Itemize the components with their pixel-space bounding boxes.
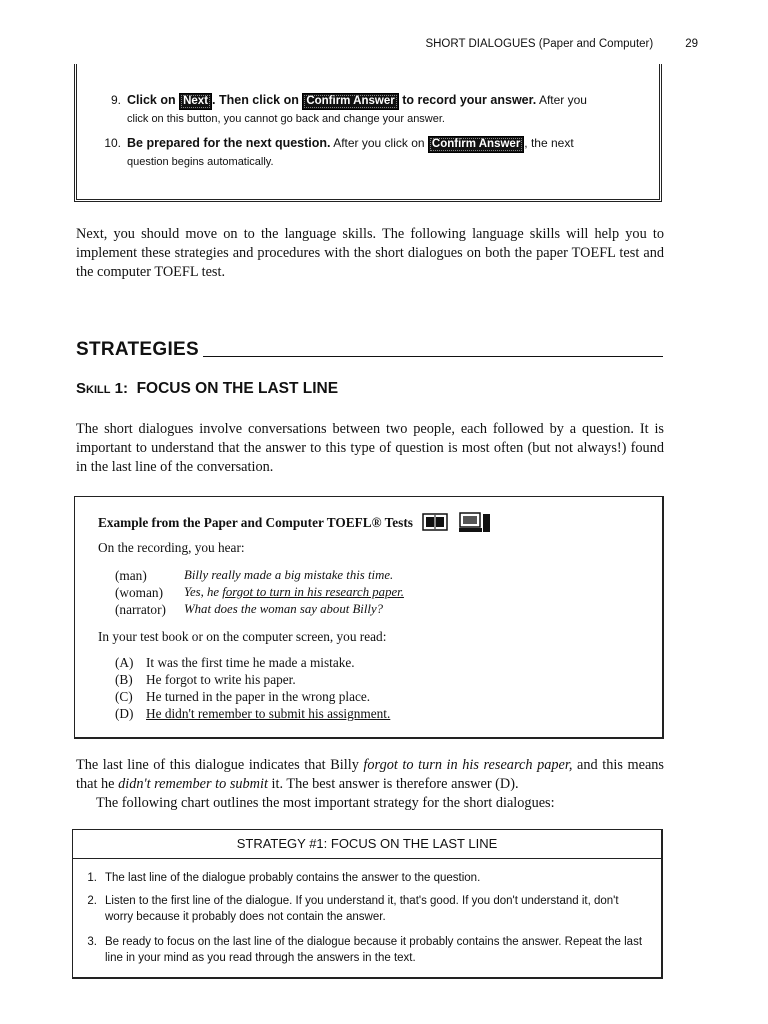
read-intro: In your test book or on the computer screen, you read: (98, 629, 387, 644)
skill-title: FOCUS ON THE LAST LINE (136, 380, 339, 397)
option-text: He forgot to write his paper. (146, 672, 296, 687)
explanation-italic: forgot to turn in his research paper, (363, 757, 573, 773)
running-head (425, 38, 698, 50)
strategy-box (72, 829, 663, 979)
explanation-italic: didn't remember to submit (118, 776, 268, 792)
section-heading: STRATEGIES (76, 339, 199, 360)
option-letter: (A) (115, 655, 134, 670)
confirm-answer-button-image: Confirm Answer (428, 136, 524, 153)
hear-intro: On the recording, you hear: (98, 540, 245, 555)
skill-paragraph: The short dialogues involve conversations between two people, each followed by a question. It is important to understand that the answer to this type of question is most often (but not always!) found in the last line of the conversation. (76, 421, 664, 475)
strategy-title: STRATEGY #1: FOCUS ON THE LAST LINE (73, 830, 661, 859)
computer-test-icon (458, 511, 492, 537)
item-text: . Then click on (212, 93, 303, 107)
dialogue-line: What does the woman say about Billy? (184, 602, 384, 616)
procedure-box (74, 64, 662, 202)
item-text: , the next (524, 136, 574, 150)
strategy-text: The last line of the dialogue probably contains the answer to the question. (105, 872, 481, 884)
correct-option-text: He didn't remember to submit his assignment. (146, 706, 391, 721)
dialogue-line (184, 584, 404, 601)
explanation-text: it. The best answer is therefore answer (D). (267, 776, 519, 792)
strategy-number: 2. (87, 895, 97, 907)
explanation-text: and this means that he (76, 757, 664, 792)
item-text: question begins automatically. (127, 156, 274, 168)
page-number: 29 (685, 38, 698, 50)
strategy-number: 3. (87, 936, 97, 948)
strategy-number: 1. (87, 872, 97, 884)
item-text: to record your answer. (398, 93, 537, 107)
example-title (98, 511, 492, 537)
example-box (74, 496, 664, 739)
underlined-answer-text: forgot to turn in his research paper. (222, 585, 404, 599)
strategy-item (83, 870, 649, 886)
dialogue-role: (woman) (115, 585, 163, 600)
explanation-text: The last line of this dialogue indicates that Billy (76, 757, 364, 773)
dialogue-line: Billy really made a big mistake this time. (184, 568, 394, 582)
explanation-paragraph (76, 756, 664, 794)
strategy-text: Be ready to focus on the last line of the dialogue because it probably contains the answer. Repeat the last line in your mind as you read through the answers in the text. (105, 936, 643, 964)
skill-heading (76, 380, 338, 398)
confirm-answer-button-image: Confirm Answer (302, 93, 398, 110)
paper-test-icon (422, 513, 448, 535)
option-text: It was the first time he made a mistake. (146, 655, 355, 670)
procedure-item-9 (93, 92, 645, 128)
strategy-text: Listen to the first line of the dialogue. If you understand it, that's good. If you don't understand it, don't worry because it probably does not contain the answer. (105, 895, 619, 923)
strategy-item (83, 893, 649, 925)
option-text: He turned in the paper in the wrong place. (146, 689, 371, 704)
dialogue-line-text: Yes, he (184, 585, 223, 599)
item-number: 10. (104, 136, 121, 150)
item-text: Click on (127, 93, 180, 107)
example-title-text: Example from the Paper and Computer TOEFL® Tests (98, 515, 413, 531)
chart-intro: The following chart outlines the most important strategy for the short dialogues: (96, 795, 555, 811)
option-letter: (C) (115, 689, 133, 704)
procedure-item-10 (93, 135, 645, 171)
item-text: After you (536, 93, 587, 107)
strategy-item (83, 934, 649, 966)
option-letter: (B) (115, 672, 133, 687)
next-button-image: Next (179, 93, 212, 110)
dialogue-role: (man) (115, 568, 147, 583)
intro-paragraph: Next, you should move on to the language skills. The following language skills will help you to implement these strategies and procedures with the short dialogues on both the paper TOEFL test and the computer TOEFL test. (76, 226, 664, 280)
item-heading: Be prepared for the next question. (127, 136, 331, 150)
option-letter: (D) (115, 706, 134, 721)
item-text: After you click on (330, 136, 428, 150)
dialogue-role: (narrator) (115, 602, 166, 617)
heading-rule (203, 356, 663, 357)
item-text: click on this button, you cannot go back and change your answer. (127, 113, 445, 125)
running-head-title: SHORT DIALOGUES (Paper and Computer) (425, 38, 654, 50)
skill-label: Skill 1: (76, 380, 128, 397)
item-number: 9. (110, 93, 121, 107)
